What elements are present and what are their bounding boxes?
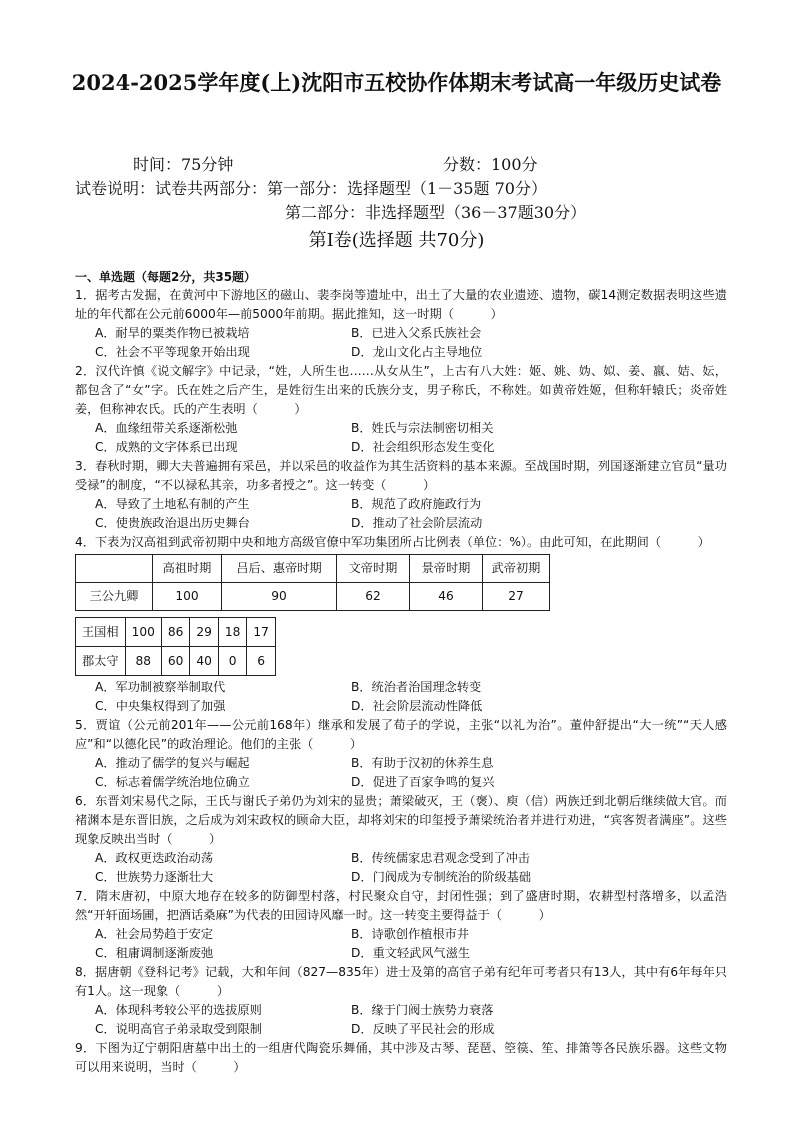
table-cell: 88 (125, 647, 161, 676)
option-group (75, 678, 727, 716)
option-c[interactable]: C．使贵族政治退出历史舞台 (95, 516, 250, 530)
question-5 (75, 716, 727, 792)
question-3 (75, 457, 727, 533)
option-b[interactable]: B．姓氏与宗法制密切相关 (351, 421, 494, 435)
table-header-cell (76, 555, 153, 583)
exam-note-line1: 试卷说明：试卷共两部分：第一部分：选择题型（1－35题 70分） (75, 179, 547, 198)
table-header-cell: 文帝时期 (337, 555, 410, 583)
table-cell: 0 (218, 647, 247, 676)
option-d[interactable]: D．推动了社会阶层流动 (351, 516, 483, 530)
question-stem: 3．春秋时期，卿大夫普遍拥有采邑，并以采邑的收益作为其生活资料的基本来源。至战国时期，列国逐渐建立官员“量功受禄”的制度，“不以禄私其亲，功多者授之”。这一转变（ ） (75, 459, 727, 492)
question-stem: 2．汉代许慎《说文解字》中记录，“姓，人所生也……从女从生”，上古有八大姓：姬、姚、妫、姒、姜、嬴、姞、妘，都包含了“女”字。氏在姓之后产生，是姓衍生出来的氏族分支，男子称氏，不称姓。如黄帝姓姬，但称轩辕氏；炎帝姓姜，但称神农氏。氏的产生表明（ ） (75, 364, 727, 416)
question-9 (75, 1039, 727, 1077)
question-list (75, 286, 727, 1077)
table-cell: 60 (161, 647, 190, 676)
option-a[interactable]: A．推动了儒学的复兴与崛起 (95, 756, 250, 770)
option-b[interactable]: B．规范了政府施政行为 (351, 497, 482, 511)
table-cell: 100 (153, 583, 222, 611)
question-7 (75, 887, 727, 963)
military-ratio-table-local (75, 617, 276, 676)
question-stem: 9．下图为辽宁朝阳唐墓中出土的一组唐代陶瓷乐舞俑，其中涉及古琴、琵琶、箜篌、笙、排箫等各民族乐器。这些文物可以用来说明，当时（ ） (75, 1041, 727, 1074)
table-cell: 40 (190, 647, 219, 676)
option-c[interactable]: C．社会不平等现象开始出现 (95, 345, 250, 359)
option-d[interactable]: D．龙山文化占主导地位 (351, 345, 483, 359)
section-heading: 一、单选题（每题2分，共35题） (75, 270, 257, 284)
table-cell: 郡太守 (76, 647, 126, 676)
question-2 (75, 362, 727, 457)
table-row (76, 647, 276, 676)
table-cell: 6 (247, 647, 276, 676)
option-b[interactable]: B．有助于汉初的休养生息 (351, 756, 494, 770)
option-a[interactable]: A．政权更迭政治动荡 (95, 851, 214, 865)
option-group (75, 324, 727, 362)
table-header-cell: 景帝时期 (410, 555, 483, 583)
option-b[interactable]: B．已进入父系氏族社会 (351, 326, 482, 340)
military-ratio-table-central (75, 554, 550, 611)
option-group (75, 419, 727, 457)
table-cell: 90 (222, 583, 337, 611)
option-b[interactable]: B．诗歌创作植根市井 (351, 927, 470, 941)
table-cell: 18 (218, 618, 247, 647)
table-row (76, 618, 276, 647)
question-stem: 4．下表为汉高祖到武帝初期中央和地方高级官僚中军功集团所占比例表（单位：%）。由此可知，在此期间（ ） (75, 535, 710, 549)
question-6 (75, 792, 727, 887)
table-cell: 王国相 (76, 618, 126, 647)
question-stem: 8．据唐朝《登科记考》记载，大和年间（827—835年）进士及第的高官子弟有纪年可考者只有13人，其中有6年每年只有1人。这一现象（ ） (75, 965, 727, 998)
table-header-cell: 吕后、惠帝时期 (222, 555, 337, 583)
table-cell: 62 (337, 583, 410, 611)
option-c[interactable]: C．中央集权得到了加强 (95, 699, 226, 713)
table-cell: 17 (247, 618, 276, 647)
table-cell: 三公九卿 (76, 583, 153, 611)
option-c[interactable]: C．标志着儒学统治地位确立 (95, 775, 250, 789)
option-group (75, 1001, 727, 1039)
question-stem: 7．隋末唐初，中原大地存在较多的防御型村落，村民聚众自守，封闭性强；到了盛唐时期，农耕型村落增多，以孟浩然“开轩面场圃，把酒话桑麻”为代表的田园诗风靡一时。这一转变主要得益于（ ） (75, 889, 727, 922)
option-d[interactable]: D．促进了百家争鸣的复兴 (351, 775, 495, 789)
table-header-cell: 高祖时期 (153, 555, 222, 583)
table-row (76, 583, 550, 611)
option-group (75, 849, 727, 887)
table-cell: 86 (161, 618, 190, 647)
exam-time: 时间：75分钟 (133, 155, 234, 174)
question-1 (75, 286, 727, 362)
option-a[interactable]: A．社会局势趋于安定 (95, 927, 214, 941)
exam-title: 2024-2025学年度(上)沈阳市五校协作体期末考试高一年级历史试卷 (71, 70, 722, 95)
option-a[interactable]: A．军功制被察举制取代 (95, 680, 226, 694)
question-4 (75, 533, 727, 716)
option-a[interactable]: A．导致了土地私有制的产生 (95, 497, 250, 511)
option-d[interactable]: D．社会阶层流动性降低 (351, 699, 483, 713)
exam-score: 分数：100分 (443, 155, 538, 174)
exam-note-line2: 第二部分：非选择题型（36－37题30分） (285, 203, 587, 222)
option-d[interactable]: D．社会组织形态发生变化 (351, 440, 495, 454)
option-a[interactable]: A．血缘纽带关系逐渐松弛 (95, 421, 238, 435)
question-stem: 1．据考古发掘，在黄河中下游地区的磁山、裴李岗等遗址中，出土了大量的农业遗迹、遗物，碳14测定数据表明这些遗址的年代都在公元前6000年—前5000年前期。据此推知，这一时期（ ） (75, 288, 727, 321)
option-a[interactable]: A．体现科考较公平的选拔原则 (95, 1003, 262, 1017)
table-cell: 27 (483, 583, 550, 611)
table-header-cell: 武帝初期 (483, 555, 550, 583)
option-a[interactable]: A．耐旱的粟类作物已被栽培 (95, 326, 250, 340)
option-d[interactable]: D．门阀成为专制统治的阶级基础 (351, 870, 532, 884)
part-title: 第Ⅰ卷(选择题 共70分) (308, 230, 485, 251)
option-b[interactable]: B．传统儒家忠君观念受到了冲击 (351, 851, 530, 865)
question-stem: 6．东晋刘宋易代之际，王氏与谢氏子弟仍为刘宋的显贵；萧梁破灭，王（褒）、庾（信）两族迁到北朝后继续做大官。而褚渊本是东晋旧族，之后成为刘宋政权的顾命大臣，却将刘宋的印玺授予萧梁统治者并进行劝进，“宾客贺者满座”。这些现象反映出当时（ ） (75, 794, 727, 846)
option-c[interactable]: C．世族势力逐渐壮大 (95, 870, 214, 884)
option-c[interactable]: C．说明高官子弟录取受到限制 (95, 1022, 262, 1036)
option-d[interactable]: D．反映了平民社会的形成 (351, 1022, 495, 1036)
question-stem: 5．贾谊（公元前201年——公元前168年）继承和发展了荀子的学说，主张“以礼为治”。董仲舒提出“大一统”“天人感应”和“以德化民”的政治理论。他们的主张（ ） (75, 718, 727, 751)
option-b[interactable]: B．缘于门阀士族势力衰落 (351, 1003, 494, 1017)
option-d[interactable]: D．重文轻武风气滋生 (351, 946, 471, 960)
table-header-row (76, 555, 550, 583)
option-group (75, 754, 727, 792)
option-c[interactable]: C．租庸调制逐渐废弛 (95, 946, 214, 960)
option-b[interactable]: B．统治者治国理念转变 (351, 680, 482, 694)
option-c[interactable]: C．成熟的文字体系已出现 (95, 440, 238, 454)
option-group (75, 495, 727, 533)
table-cell: 29 (190, 618, 219, 647)
question-8 (75, 963, 727, 1039)
table-cell: 100 (125, 618, 161, 647)
option-group (75, 925, 727, 963)
table-cell: 46 (410, 583, 483, 611)
